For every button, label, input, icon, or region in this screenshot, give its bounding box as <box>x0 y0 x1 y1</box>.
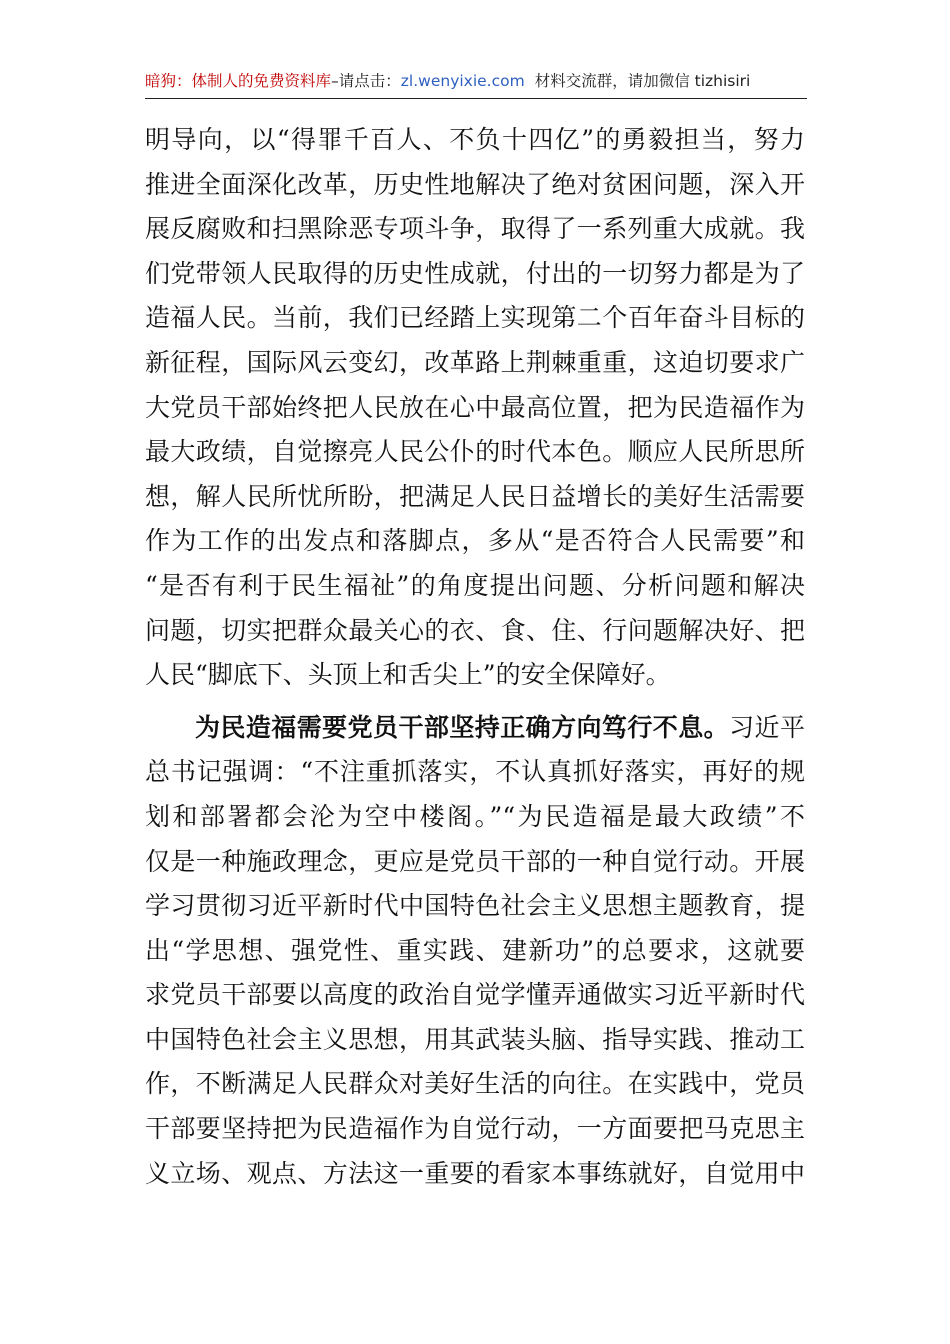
paragraph-2 <box>145 706 805 1197</box>
text-line: 问题，切实把群众最关心的衣、食、住、行问题解决好、把 <box>145 615 805 645</box>
text-line: 大党员干部始终把人民放在心中最高位置，把为民造福作为 <box>145 392 805 422</box>
text-line: 人民“脚底下、头顶上和舌尖上”的安全保障好。 <box>145 660 671 690</box>
text-line: 求党员干部要以高度的政治自觉学懂弄通做实习近平新时代 <box>145 980 805 1010</box>
text-line: 造福人民。当前，我们已经踏上实现第二个百年奋斗目标的 <box>145 303 805 333</box>
page-header <box>145 70 807 99</box>
text-line: 新征程，国际风云变幻，改革路上荆棘重重，这迫切要求广 <box>145 347 805 377</box>
text-line: 出“学思想、强党性、重实践、建新功”的总要求，这就要 <box>145 935 805 965</box>
text-line: 中国特色社会主义思想，用其武装头脑、指导实践、推动工 <box>145 1024 805 1054</box>
header-link[interactable]: zl.wenyixie.com <box>400 72 525 90</box>
text-line: 最大政绩，自觉擦亮人民公仆的时代本色。顺应人民所思所 <box>145 437 805 467</box>
text-line: 们党带领人民取得的历史性成就，付出的一切努力都是为了 <box>145 258 805 288</box>
paragraph-1 <box>145 118 805 698</box>
text-line: 作为工作的出发点和落脚点，多从“是否符合人民需要”和 <box>145 526 805 556</box>
paragraph-first-line-rest: 习近平 <box>729 712 805 742</box>
paragraph-lead-sentence: 为民造福需要党员干部坚持正确方向笃行不息。 <box>195 712 730 742</box>
text-line: 学习贯彻习近平新时代中国特色社会主义思想主题教育，提 <box>145 891 805 921</box>
header-site-name: 暗狗：体制人的免费资料库 <box>145 72 332 90</box>
text-line: 想，解人民所忧所盼，把满足人民日益增长的美好生活需要 <box>145 481 805 511</box>
text-line: 总书记强调：“不注重抓落实，不认真抓好落实，再好的规 <box>145 757 805 787</box>
text-line: 仅是一种施政理念，更应是党员干部的一种自觉行动。开展 <box>145 846 805 876</box>
text-line: 明导向，以“得罪千百人、不负十四亿”的勇毅担当，努力 <box>145 125 805 154</box>
text-line: 作，不断满足人民群众对美好生活的向往。在实践中，党员 <box>145 1069 805 1099</box>
header-separator: –请点击： <box>331 72 401 90</box>
text-line: “是否有利于民生福祉”的角度提出问题、分析问题和解决 <box>145 570 805 600</box>
document-body <box>145 118 805 1196</box>
text-line: 划和部署都会沦为空中楼阁。”“为民造福是最大政绩”不 <box>145 801 805 831</box>
text-line: 展反腐败和扫黑除恶专项斗争，取得了一系列重大成就。我 <box>145 214 805 244</box>
header-wechat-note: 材料交流群，请加微信 tizhisiri <box>534 72 751 90</box>
text-line: 干部要坚持把为民造福作为自觉行动，一方面要把马克思主 <box>145 1114 805 1144</box>
paragraph-2-first-line <box>145 706 805 751</box>
text-line: 推进全面深化改革，历史性地解决了绝对贫困问题，深入开 <box>145 169 805 199</box>
text-line: 义立场、观点、方法这一重要的看家本事练就好，自觉用中 <box>145 1158 805 1188</box>
